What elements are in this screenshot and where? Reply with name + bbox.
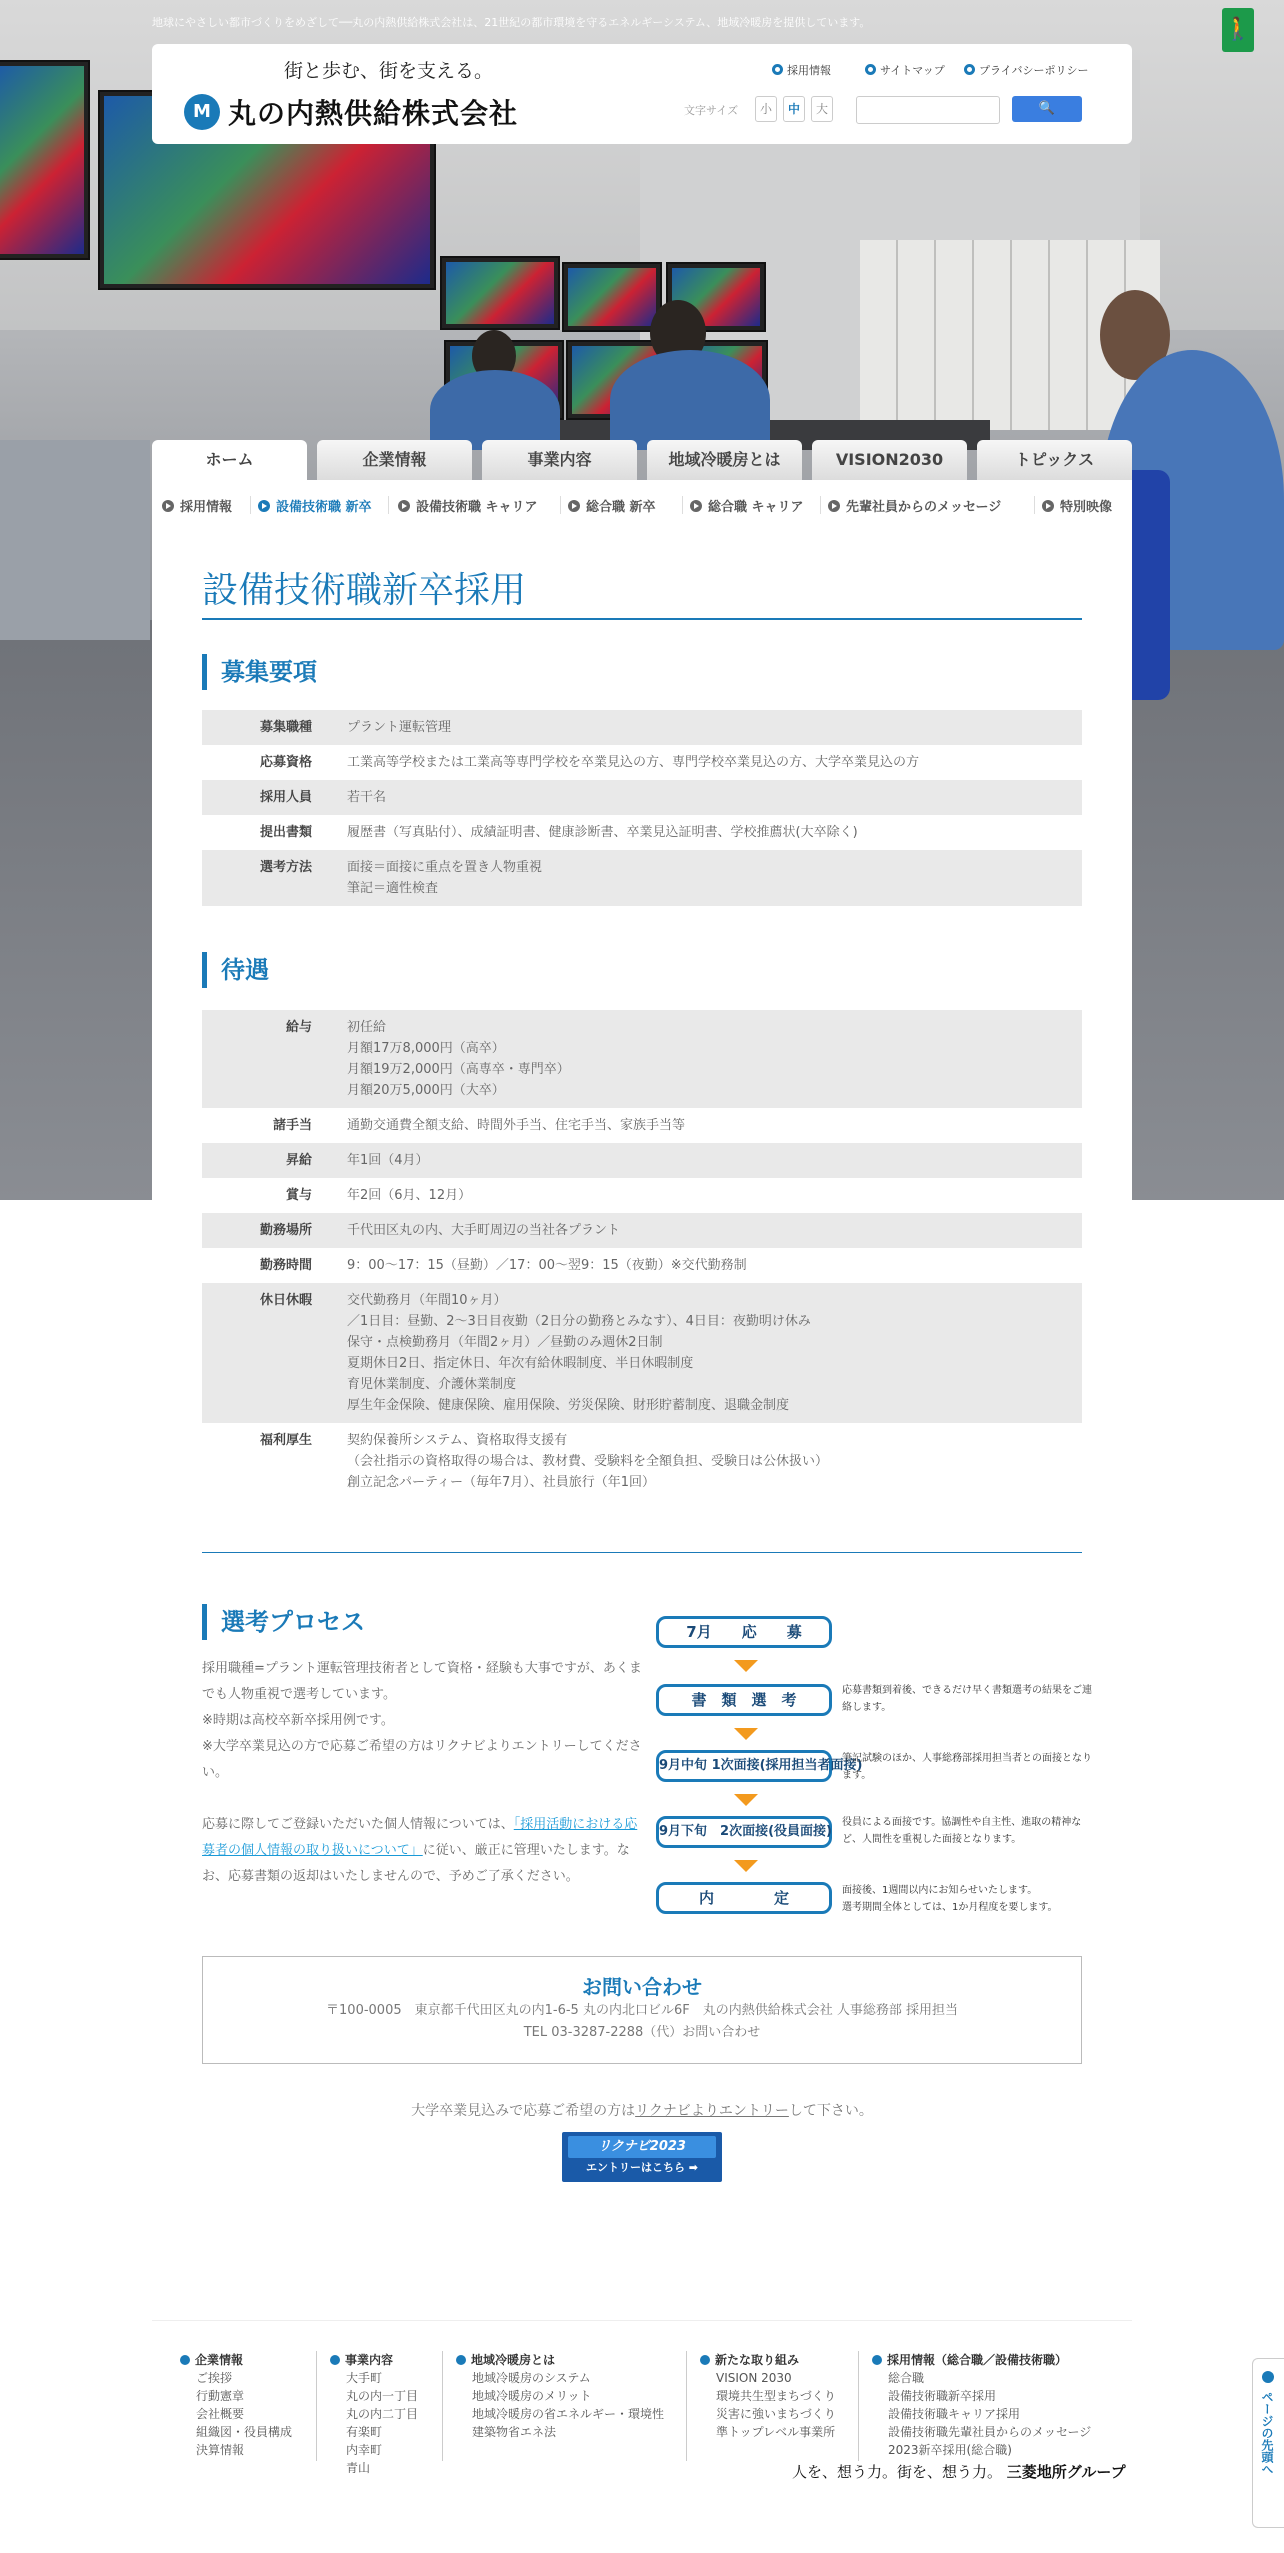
page-title: 設備技術職新卒採用 [202,570,527,611]
subnav-label: 総合職 新卒 [586,500,656,515]
table-row [202,815,1082,850]
footer-heading-label: 事業内容 [345,2353,394,2367]
footer-link[interactable]: 大手町 [346,2371,383,2385]
site-tagline: 地球にやさしい都市づくりをめざして──丸の内熱供給株式会社は、21世紀の都市環境を守るエネルギーシステム、地域冷暖房を提供しています。 [152,16,871,29]
group-slogan: 人を、想う力。街を、想う力。 [792,2463,1003,2481]
gnav-vision2030[interactable]: VISION2030 [812,440,967,480]
flow-note: 応募書類到着後、できるだけ早く書類選考の結果をご連絡します。 [842,1685,1092,1713]
subnav-general-career[interactable] [690,496,804,515]
row-value: 履歴書（写真貼付）、成績証明書、健康診断書、卒業見込証明書、学校推薦状(大卒除く) [347,825,858,840]
row-value: 初任給 月額17万8,000円（高卒） 月額19万2,000円（高専卒・専門卒） 月額20万5,000円（大卒） [347,1020,570,1098]
flow-note: 面接後、1週間以内にお知らせいたします。 選考期間全体としては、1か月程度を要します。 [842,1885,1058,1913]
subnav-engineer-career[interactable] [398,496,538,515]
table-row [202,1213,1082,1248]
footer-col-dhc [456,2351,664,2441]
footer-link[interactable]: 設備技術職先輩社員からのメッセージ [888,2425,1092,2439]
section-heading-process: 選考プロセス [202,1604,365,1640]
exit-sign-icon: 🚶 [1222,8,1254,52]
row-key: 昇給 [285,1153,312,1168]
gnav-company[interactable]: 企業情報 [317,440,472,480]
subnav-general-new[interactable] [568,496,656,515]
subnav-label: 総合職 キャリア [708,500,804,515]
section-divider [202,1552,1082,1553]
company-logo-icon[interactable]: M [184,94,220,130]
row-key: 諸手当 [272,1118,312,1133]
footer-link[interactable]: 組織図・役員構成 [196,2425,293,2439]
row-value: 年2回（6月、12月） [347,1188,472,1203]
table-row [202,1108,1082,1143]
bullet-icon [330,2355,340,2365]
section-heading-treatment: 待遇 [202,952,269,988]
arrow-circle-icon [1042,500,1054,512]
bullet-icon [872,2355,882,2365]
font-size-small-button[interactable]: 小 [755,96,777,122]
row-key: 福利厚生 [259,1433,312,1448]
font-size-medium-button[interactable]: 中 [783,96,805,122]
footer-link[interactable]: 決算情報 [196,2443,245,2457]
util-link-privacy[interactable] [964,62,1088,78]
site-footer [152,2320,1132,2540]
flow-step-apply: 7月 応 募 [656,1616,832,1648]
sub-nav [152,480,1132,526]
bullet-icon [964,64,975,75]
contact-tel: TEL 03-3287-2288（代）お問い合わせ [523,2025,761,2040]
flow-step-offer: 内 定 [656,1882,832,1914]
util-link-label: プライバシーポリシー [979,64,1089,77]
footer-col-business [330,2351,418,2477]
footer-link[interactable]: 準トップレベル事業所 [716,2425,836,2439]
row-key: 賞与 [285,1188,312,1203]
footer-heading-label: 採用情報（総合職／設備技術職） [887,2353,1068,2367]
footer-heading[interactable] [456,2351,664,2369]
catch-copy: 街と歩む、街を支える。 [284,60,494,82]
footer-link[interactable]: 災害に強いまちづくり [716,2407,836,2421]
footer-link[interactable]: 内幸町 [346,2443,383,2457]
footer-link[interactable]: 青山 [346,2461,371,2475]
table-row [202,850,1082,906]
bullet-icon [700,2355,710,2365]
table-row [202,1423,1082,1500]
flow-step-interview2: 9月下旬 2次面接(役員面接) [656,1816,832,1848]
row-key: 提出書類 [259,825,312,840]
main-content [152,526,1132,2300]
subnav-label: 特別映像 [1060,500,1113,515]
title-divider [202,618,1082,620]
process-text: ※大学卒業見込の方で応募ご希望の方はリクナビよりエントリーしてください。 [202,1739,642,1780]
footer-link[interactable]: 環境共生型まちづくり [716,2389,836,2403]
arrow-up-icon [1262,2371,1274,2383]
arrow-circle-icon [568,500,580,512]
rikunabi-note [152,2100,1132,2120]
privacy-policy-link[interactable]: 「採用活動における応募者の個人情報の取り扱いについて」 [202,1817,638,1858]
process-text: 応募に際してご登録いただいた個人情報については、 [202,1817,514,1832]
footer-link[interactable]: 総合職 [888,2371,925,2385]
footer-link[interactable]: 地域冷暖房のメリット [472,2389,592,2403]
subnav-recruit[interactable] [162,496,232,515]
flow-note: 筆記試験のほか、人事総務部採用担当者との面接となります。 [842,1753,1092,1781]
global-nav [152,440,1132,480]
gnav-business[interactable]: 事業内容 [482,440,637,480]
table-row [202,1010,1082,1108]
company-name-logo[interactable]: 丸の内熱供給株式会社 [228,97,519,130]
gnav-home[interactable]: ホーム [152,440,307,480]
row-value: 面接＝面接に重点を置き人物重視 筆記＝適性検査 [347,860,543,896]
arrow-circle-icon [690,500,702,512]
flow-step-interview1: 9月中旬 1次面接(採用担当者面接) [656,1750,832,1782]
search-input[interactable] [856,96,1000,124]
gnav-dhc[interactable]: 地域冷暖房とは [647,440,802,480]
subnav-video[interactable] [1042,496,1112,515]
footer-link[interactable]: 丸の内二丁目 [346,2407,419,2421]
privacy-paragraph [202,1812,642,1890]
row-key: 応募資格 [259,755,312,770]
row-key: 募集職種 [259,720,312,735]
footer-heading[interactable] [700,2351,836,2369]
subnav-label: 設備技術職 新卒 [276,500,372,515]
row-key: 採用人員 [259,790,312,805]
arrow-circle-icon [398,500,410,512]
footer-heading[interactable] [872,2351,1091,2369]
table-row [202,1178,1082,1213]
row-key: 勤務場所 [259,1223,312,1238]
arrow-circle-icon [162,500,174,512]
row-value: プラント運転管理 [347,720,452,735]
recruit-table [202,710,1082,906]
gnav-topics[interactable]: トピックス [977,440,1132,480]
footer-link[interactable]: 建築物省エネ法 [472,2425,557,2439]
table-row [202,780,1082,815]
row-value: 契約保養所システム、資格取得支援有 （会社指示の資格取得の場合は、教材費、受験料を全額負担、受験日は公休扱い） 創立記念パーティー（毎年7月）、社員旅行（年1回） [347,1433,829,1490]
footer-link[interactable]: 会社概要 [196,2407,245,2421]
flow-note: 役員による面接です。協調性や自主性、進取の精神など、人間性を重視した面接となります。 [842,1817,1082,1845]
flow-step-screening: 書 類 選 考 [656,1684,832,1716]
contact-box [202,1956,1082,2064]
footer-heading[interactable] [330,2351,418,2369]
bullet-icon [180,2355,190,2365]
mitsubishi-estate-group-logo[interactable] [792,2461,1126,2482]
footer-col-company [180,2351,292,2459]
row-value: 9：00～17：15（昼勤）／17：00～翌9：15（夜勤）※交代勤務制 [347,1258,747,1273]
arrow-circle-icon [828,500,840,512]
process-text: に従い、厳正に管理いたします。なお、応募書類の返却はいたしませんので、予めご了承ください。 [202,1843,630,1884]
footer-link[interactable]: 丸の内一丁目 [346,2389,419,2403]
footer-heading-label: 新たな取り組み [715,2353,800,2367]
footer-heading[interactable] [180,2351,292,2369]
footer-link[interactable]: 地域冷暖房の省エネルギー・環境性 [472,2407,665,2421]
process-description [202,1656,642,1890]
table-row [202,1248,1082,1283]
search-button[interactable] [1012,96,1082,122]
footer-heading-label: 企業情報 [195,2353,244,2367]
row-value: 工業高等学校または工業高等専門学校を卒業見込の方、専門学校卒業見込の方、大学卒業見込の方 [347,755,920,770]
row-value: 千代田区丸の内、大手町周辺の当社各プラント [347,1223,621,1238]
util-link-sitemap[interactable] [865,62,945,78]
flow-arrow-icon [734,1860,758,1872]
rikunabi-text: して下さい。 [788,2103,873,2119]
page-top-label: ページの先頭へ [1260,2391,1274,2475]
footer-link[interactable]: 地域冷暖房のシステム [472,2371,591,2385]
row-value: 若干名 [347,790,387,805]
arrow-circle-icon [258,500,270,512]
process-text: 採用職種=プラント運転管理技術者として資格・経験も大事ですが、あくまでも人物重視で選考しています。 [202,1661,642,1702]
footer-link[interactable]: VISION 2030 [716,2371,792,2385]
bullet-icon [865,64,876,75]
util-link-label: サイトマップ [880,64,945,77]
footer-link[interactable]: 2023新卒採用(総合職) [888,2443,1012,2457]
row-key: 休日休暇 [259,1293,312,1308]
table-row [202,1283,1082,1423]
table-row [202,710,1082,745]
subnav-label: 設備技術職 キャリア [416,500,538,515]
subnav-label: 採用情報 [180,500,233,515]
contact-address: 〒100-0005 東京都千代田区丸の内1-6-5 丸の内北口ビル6F 丸の内熱供給株式会社 人事総務部 採用担当 [326,2003,958,2018]
site-header [152,44,1132,144]
row-key: 選考方法 [259,860,312,875]
footer-col-initiatives [700,2351,836,2441]
rikunabi-text: 大学卒業見込みで応募ご希望の方は [411,2103,636,2119]
util-link-label: 採用情報 [787,64,831,77]
process-text: ※時期は高校卒新卒採用例です。 [202,1713,394,1728]
font-size-large-button[interactable]: 大 [811,96,833,122]
font-size-label: 文字サイズ [684,104,739,117]
section-heading-recruit: 募集要項 [202,654,317,690]
subnav-label: 先輩社員からのメッセージ [846,500,1002,515]
row-value: 交代勤務月（年間10ヶ月） ／1日目：昼勤、2～3日目夜勤（2日分の勤務とみなす）、4日目：夜勤明け休み 保守・点検勤務月（年間2ヶ月）／昼勤のみ週休2日制 夏期休日2日、指定休日、年次有給休暇制度、半日休暇制度 育児休業制度、介護休業制度 厚生年金保険、健康保険、雇用保険、労災保険、財形貯蓄制度、退職金制度 [347,1293,811,1413]
rikunabi-banner-title: リクナビ2023 [568,2136,716,2158]
table-row [202,745,1082,780]
search-icon: 🔍 [1038,101,1056,116]
util-link-recruit[interactable] [772,62,831,78]
flow-arrow-icon [734,1728,758,1740]
footer-link[interactable]: 有楽町 [346,2425,383,2439]
flow-arrow-icon [734,1794,758,1806]
row-key: 給与 [285,1020,312,1035]
row-value: 通勤交通費全額支給、時間外手当、住宅手当、家族手当等 [347,1118,686,1133]
footer-link[interactable]: 設備技術職新卒採用 [888,2389,997,2403]
page-top-button[interactable] [1252,2358,1284,2528]
bullet-icon [456,2355,466,2365]
subnav-engineer-new[interactable] [258,496,372,515]
rikunabi-banner[interactable] [562,2132,722,2182]
row-value: 年1回（4月） [347,1153,429,1168]
flow-arrow-icon [734,1660,758,1672]
footer-heading-label: 地域冷暖房とは [471,2353,556,2367]
rikunabi-banner-entry: エントリーはこちら ➡ [585,2161,699,2174]
footer-link[interactable]: ご挨拶 [196,2371,233,2385]
footer-link[interactable]: 設備技術職キャリア採用 [888,2407,1021,2421]
bullet-icon [772,64,783,75]
contact-title: お問い合わせ [582,1975,702,1999]
rikunabi-entry-link[interactable]: リクナビよりエントリー [635,2103,789,2119]
table-row [202,1143,1082,1178]
treatment-table [202,1010,1082,1500]
group-name: 三菱地所グループ [1006,2463,1126,2481]
footer-col-recruit [872,2351,1091,2459]
row-key: 勤務時間 [259,1258,312,1273]
footer-link[interactable]: 行動憲章 [196,2389,245,2403]
subnav-messages[interactable] [828,496,1001,515]
